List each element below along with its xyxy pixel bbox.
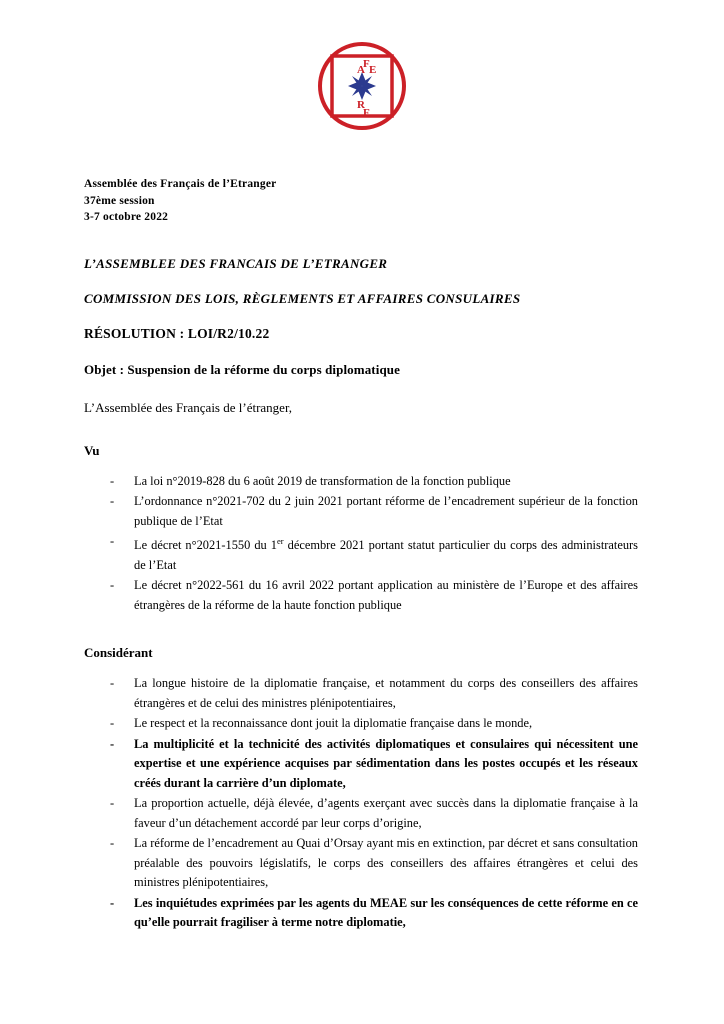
header-assembly-name: Assemblée des Français de l’Etranger: [84, 178, 277, 190]
svg-text:A: A: [357, 64, 365, 76]
list-vu: [84, 472, 640, 616]
list-item: - Les inquiétudes exprimées par les agents du MEAE sur les conséquences de cette réforme en ce qu’elle pourrait fragiliser à terme notre diplomatie,: [110, 894, 640, 933]
title-subject: Objet : Suspension de la réforme du corps diplomatique: [84, 361, 400, 377]
list-item: - Le décret n°2022-561 du 16 avril 2022 portant application au ministère de l’Europe et des affaires étrangères de la réforme de la haute fonction publique: [110, 576, 640, 615]
title-assembly: L’ASSEMBLEE DES FRANCAIS DE L’ETRANGER: [84, 255, 388, 271]
list-item: - La proportion actuelle, déjà élevée, d’agents exerçant avec succès dans la diplomatie française à la faveur d’un détachement accordé par leur corps d’origine,: [110, 794, 640, 833]
list-item: - La multiplicité et la technicité des activités diplomatiques et consulaires qui nécessitent une expertise et une expérience acquises par sédimentation dans les postes occupés et les réseaux créés durant la carrière d’un diplomate,: [110, 735, 640, 794]
title-resolution: RÉSOLUTION : LOI/R2/10.22: [84, 325, 270, 341]
svg-text:E: E: [369, 64, 377, 76]
title-commission: COMMISSION DES LOIS, RÈGLEMENTS ET AFFAIRES CONSULAIRES: [84, 290, 521, 306]
list-item: - La réforme de l’encadrement au Quai d’Orsay ayant mis en extinction, par décret et sans consultation préalable des pouvoirs législatifs, le corps des conseillers des affaires étrangères et celui des ministres plénipotentiaires,: [110, 834, 640, 893]
afe-logo: [318, 42, 406, 130]
list-item: - L’ordonnance n°2021-702 du 2 juin 2021 portant réforme de l’encadrement supérieur de la fonction publique de l’Etat: [110, 492, 640, 531]
list-item: - Le décret n°2021-1550 du 1er décembre 2021 portant statut particulier du corps des administrateurs de l’Etat: [110, 532, 640, 575]
list-item: - Le respect et la reconnaissance dont jouit la diplomatie française dans le monde,: [110, 714, 640, 734]
header-session: 37ème session: [84, 194, 155, 207]
section-heading-considerant: Considérant: [84, 645, 153, 661]
svg-text:R: R: [357, 99, 365, 111]
lead-paragraph: L’Assemblée des Français de l’étranger,: [84, 399, 293, 415]
header-dates: 3-7 octobre 2022: [84, 211, 169, 223]
svg-text:F: F: [363, 107, 370, 119]
list-considerant: [84, 674, 640, 933]
logo-container: [84, 0, 640, 130]
list-item: - La longue histoire de la diplomatie française, et notamment du corps des conseillers des affaires étrangères et de celui des ministres plénipotentiaires,: [110, 674, 640, 713]
section-heading-vu: Vu: [84, 442, 100, 458]
document-header: [84, 176, 640, 226]
svg-text:F: F: [363, 58, 370, 70]
list-item: - La loi n°2019-828 du 6 août 2019 de transformation de la fonction publique: [110, 472, 640, 492]
